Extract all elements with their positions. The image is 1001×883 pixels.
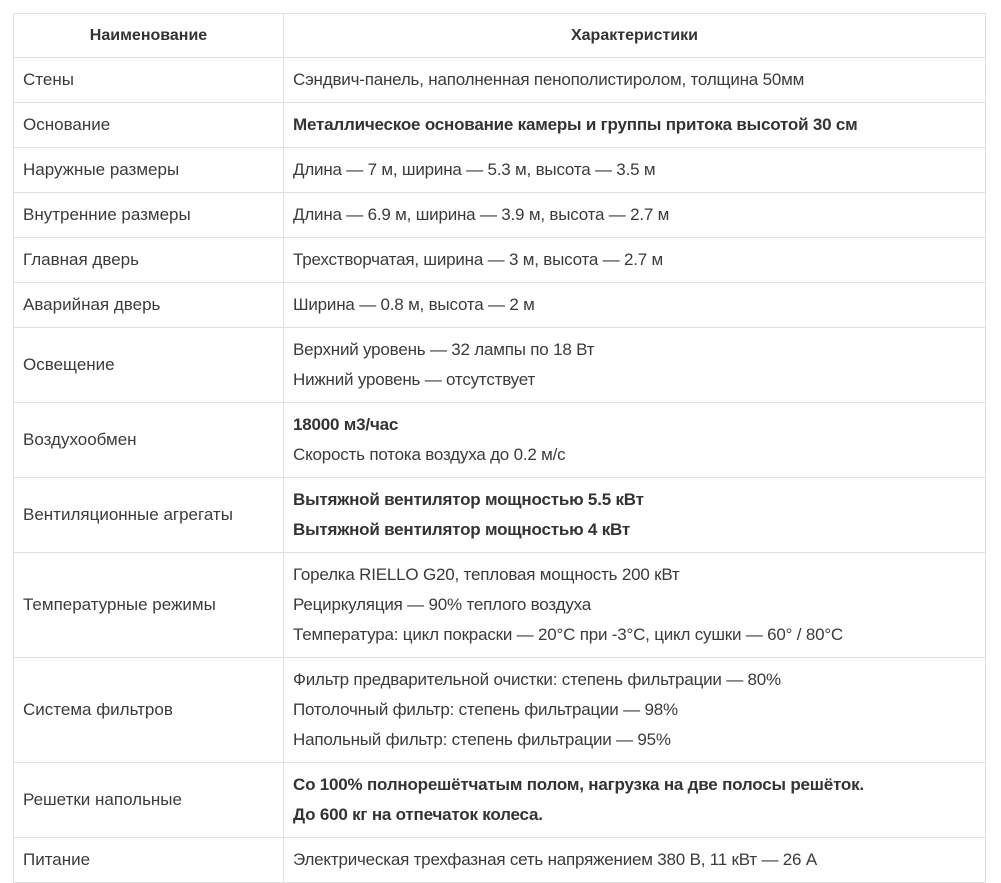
- table-row: [14, 553, 986, 658]
- row-characteristics-cell: [284, 148, 986, 193]
- row-characteristics-cell: [284, 103, 986, 148]
- characteristic-line: Потолочный фильтр: степень фильтрации — 98%: [293, 700, 678, 719]
- row-characteristics-cell: [284, 58, 986, 103]
- row-characteristics-cell: [284, 553, 986, 658]
- row-name-cell: Наружные размеры: [14, 148, 284, 193]
- row-characteristics-cell: [284, 238, 986, 283]
- row-name-cell: Решетки напольные: [14, 763, 284, 838]
- row-name-cell: Аварийная дверь: [14, 283, 284, 328]
- characteristic-line: Температура: цикл покраски — 20°C при -3°C, цикл сушки — 60° / 80°C: [293, 625, 844, 644]
- characteristic-line: Металлическое основание камеры и группы притока высотой 30 см: [293, 115, 858, 134]
- header-cell-characteristics: Характеристики: [284, 14, 986, 58]
- table-row: [14, 403, 986, 478]
- table-row: [14, 283, 986, 328]
- characteristic-line: Верхний уровень — 32 лампы по 18 Вт: [293, 340, 595, 359]
- table-body: [14, 58, 986, 883]
- table-row: [14, 58, 986, 103]
- characteristic-line: Длина — 7 м, ширина — 5.3 м, высота — 3.5 м: [293, 160, 656, 179]
- characteristic-line: Трехстворчатая, ширина — 3 м, высота — 2.7 м: [293, 250, 664, 269]
- characteristic-line: Вытяжной вентилятор мощностью 4 кВт: [293, 520, 631, 539]
- table-row: [14, 238, 986, 283]
- characteristic-line: Напольный фильтр: степень фильтрации — 95%: [293, 730, 671, 749]
- characteristic-line: Фильтр предварительной очистки: степень фильтрации — 80%: [293, 670, 781, 689]
- characteristic-line: Электрическая трехфазная сеть напряжением 380 В, 11 кВт — 26 А: [293, 850, 817, 869]
- table-row: [14, 478, 986, 553]
- characteristic-line: Горелка RIELLO G20, тепловая мощность 200 кВт: [293, 565, 680, 584]
- row-characteristics-cell: [284, 283, 986, 328]
- row-name-cell: Питание: [14, 838, 284, 883]
- row-characteristics-cell: [284, 478, 986, 553]
- characteristic-line: Со 100% полнорешётчатым полом, нагрузка на две полосы решёток.: [293, 775, 864, 794]
- specifications-table: [13, 13, 986, 883]
- table-row: [14, 328, 986, 403]
- row-characteristics-cell: [284, 658, 986, 763]
- row-characteristics-cell: [284, 838, 986, 883]
- characteristic-line: 18000 м3/час: [293, 415, 399, 434]
- row-characteristics-cell: [284, 403, 986, 478]
- characteristic-line: Ширина — 0.8 м, высота — 2 м: [293, 295, 535, 314]
- row-name-cell: Система фильтров: [14, 658, 284, 763]
- row-name-cell: Внутренние размеры: [14, 193, 284, 238]
- row-name-cell: Главная дверь: [14, 238, 284, 283]
- row-name-cell: Воздухообмен: [14, 403, 284, 478]
- row-name-cell: Температурные режимы: [14, 553, 284, 658]
- table-row: [14, 763, 986, 838]
- characteristic-line: Длина — 6.9 м, ширина — 3.9 м, высота — 2.7 м: [293, 205, 670, 224]
- table-row: [14, 838, 986, 883]
- row-name-cell: Основание: [14, 103, 284, 148]
- characteristic-line: Скорость потока воздуха до 0.2 м/с: [293, 445, 566, 464]
- table-row: [14, 658, 986, 763]
- characteristic-line: Рециркуляция — 90% теплого воздуха: [293, 595, 591, 614]
- row-name-cell: Освещение: [14, 328, 284, 403]
- header-cell-name: Наименование: [14, 14, 284, 58]
- characteristic-line: Сэндвич-панель, наполненная пенополистиролом, толщина 50мм: [293, 70, 805, 89]
- table-row: [14, 148, 986, 193]
- header-row: [14, 14, 986, 58]
- characteristic-line: Нижний уровень — отсутствует: [293, 370, 536, 389]
- characteristic-line: До 600 кг на отпечаток колеса.: [293, 805, 543, 824]
- table-row: [14, 193, 986, 238]
- row-characteristics-cell: [284, 763, 986, 838]
- row-name-cell: Вентиляционные агрегаты: [14, 478, 284, 553]
- row-characteristics-cell: [284, 193, 986, 238]
- row-name-cell: Стены: [14, 58, 284, 103]
- characteristic-line: Вытяжной вентилятор мощностью 5.5 кВт: [293, 490, 644, 509]
- row-characteristics-cell: [284, 328, 986, 403]
- table-row: [14, 103, 986, 148]
